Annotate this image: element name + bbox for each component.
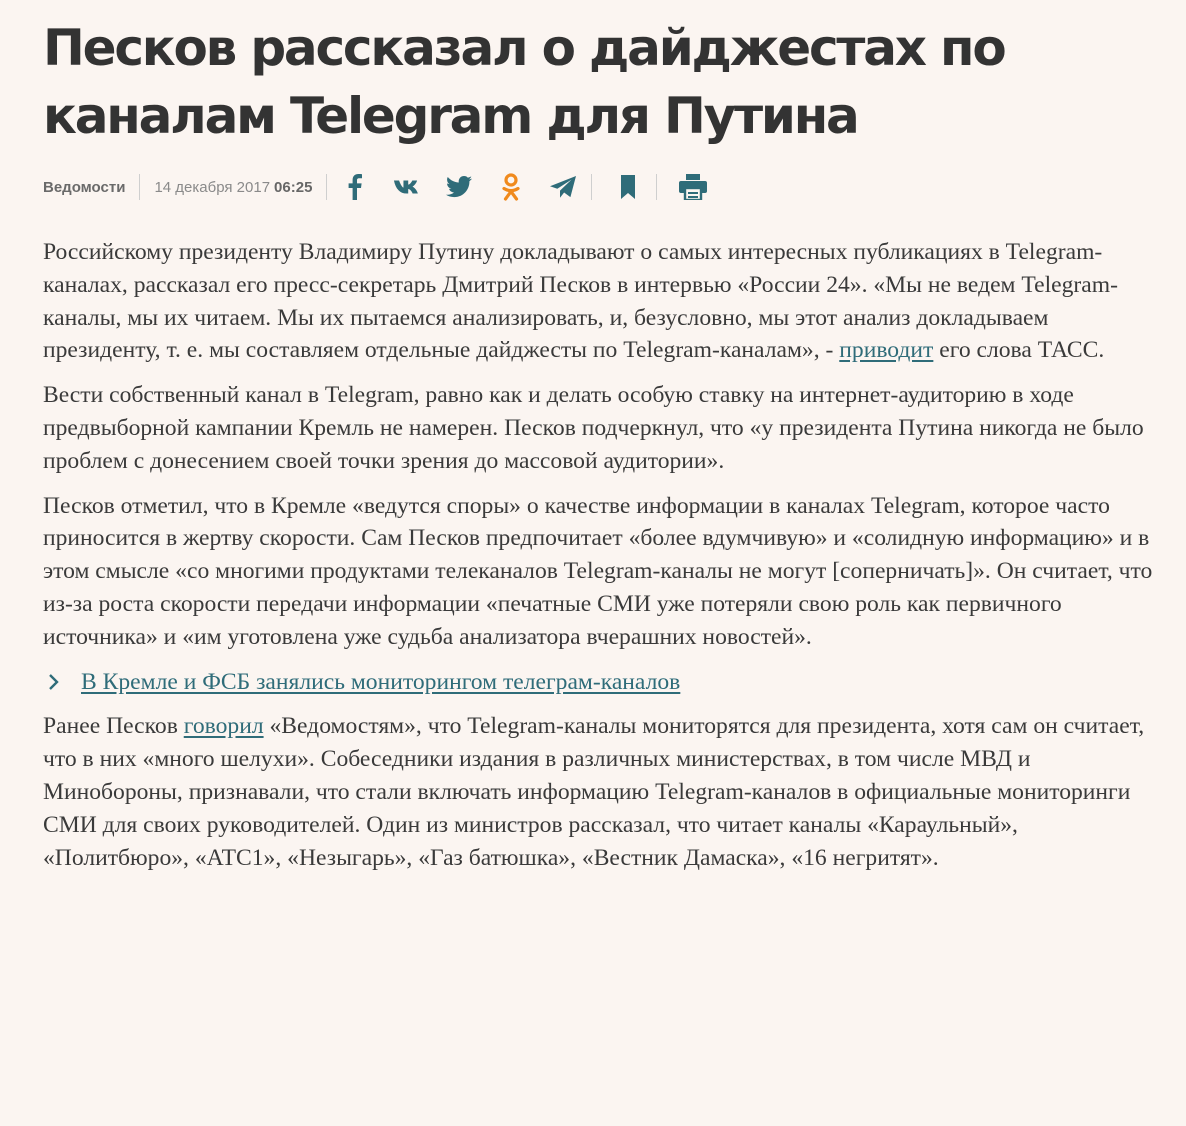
chevron-right-icon — [47, 672, 67, 692]
meta-divider — [326, 174, 327, 200]
meta-divider — [139, 174, 140, 200]
odnoklassniki-icon[interactable] — [497, 173, 525, 201]
publish-time: 06:25 — [274, 178, 313, 196]
article-body — [43, 236, 1153, 886]
telegram-icon[interactable] — [549, 173, 577, 201]
share-bar — [341, 173, 717, 201]
inline-link-govoril[interactable]: говорил — [183, 713, 264, 740]
article-title: Песков рассказал о дайджестах по каналам Telegram для Путина — [43, 19, 1005, 145]
paragraph-2: Вести собственный канал в Telegram, равно как и делать особую ставку на интернет-аудиторию в ходе предвыборной кампании Кремль не намерен. Песков подчеркнул, что «у президента Путина никогда не было проблем с донесением своей точки зрения до массовой аудитории». — [43, 382, 1144, 474]
article-meta — [43, 170, 717, 204]
bookmark-icon[interactable] — [614, 173, 642, 201]
print-icon[interactable] — [679, 173, 707, 201]
vk-icon[interactable] — [393, 173, 421, 201]
source-name[interactable]: Ведомости — [43, 178, 126, 196]
twitter-icon[interactable] — [445, 173, 473, 201]
paragraph-4: Ранее Песков говорил «Ведомостям», что Telegram-каналы мониторятся для президента, хотя сам он считает, что в них «много шелухи». Собеседники издания в различных министерствах, в том числе МВД и Минобороны, признавали, что стали включать информацию Telegram-каналов в официальные мониторинги СМИ для своих руководителей. Один из министров рассказал, что читает каналы «Караульный», «Политбюро», «АТС1», «Незыгарь», «Газ батюшка», «Вестник Дамаска», «16 негритят». — [43, 713, 1145, 871]
paragraph-3: Песков отметил, что в Кремле «ведутся споры» о качестве информации в каналах Telegram, которое часто приносится в жертву скорости. Сам Песков предпочитает «более вдумчивую» и «солидную информацию» и в этом смысле «со многими продуктами телеканалов Telegram-каналы не могут [соперничать]». Он считает, что из-за роста скорости передачи информации «печатные СМИ уже потеряли свою роль как первичного источника» и «им уготовлена уже судьба анализатора вчерашних новостей». — [43, 492, 1153, 650]
publish-date: 14 декабря 2017 — [154, 178, 271, 196]
inline-link-privodit[interactable]: приводит — [839, 337, 934, 364]
facebook-icon[interactable] — [341, 173, 369, 201]
share-divider — [591, 174, 592, 200]
related-article[interactable] — [43, 666, 1153, 699]
paragraph-1: Российскому президенту Владимиру Путину докладывают о самых интересных публикациях в Telegram-каналах, рассказал его пресс-секретарь Дмитрий Песков в интервью «России 24». «Мы не ведем Telegram-каналы, мы их читаем. Мы их пытаемся анализировать, и, безусловно, мы этот анализ докладываем президенту, т. е. мы составляем отдельные дайджесты по Telegram-каналам», - приводит его слова ТАСС. — [43, 239, 1118, 364]
related-article-link[interactable]: В Кремле и ФСБ занялись мониторингом телеграм-каналов — [81, 668, 681, 695]
share-divider — [656, 174, 657, 200]
